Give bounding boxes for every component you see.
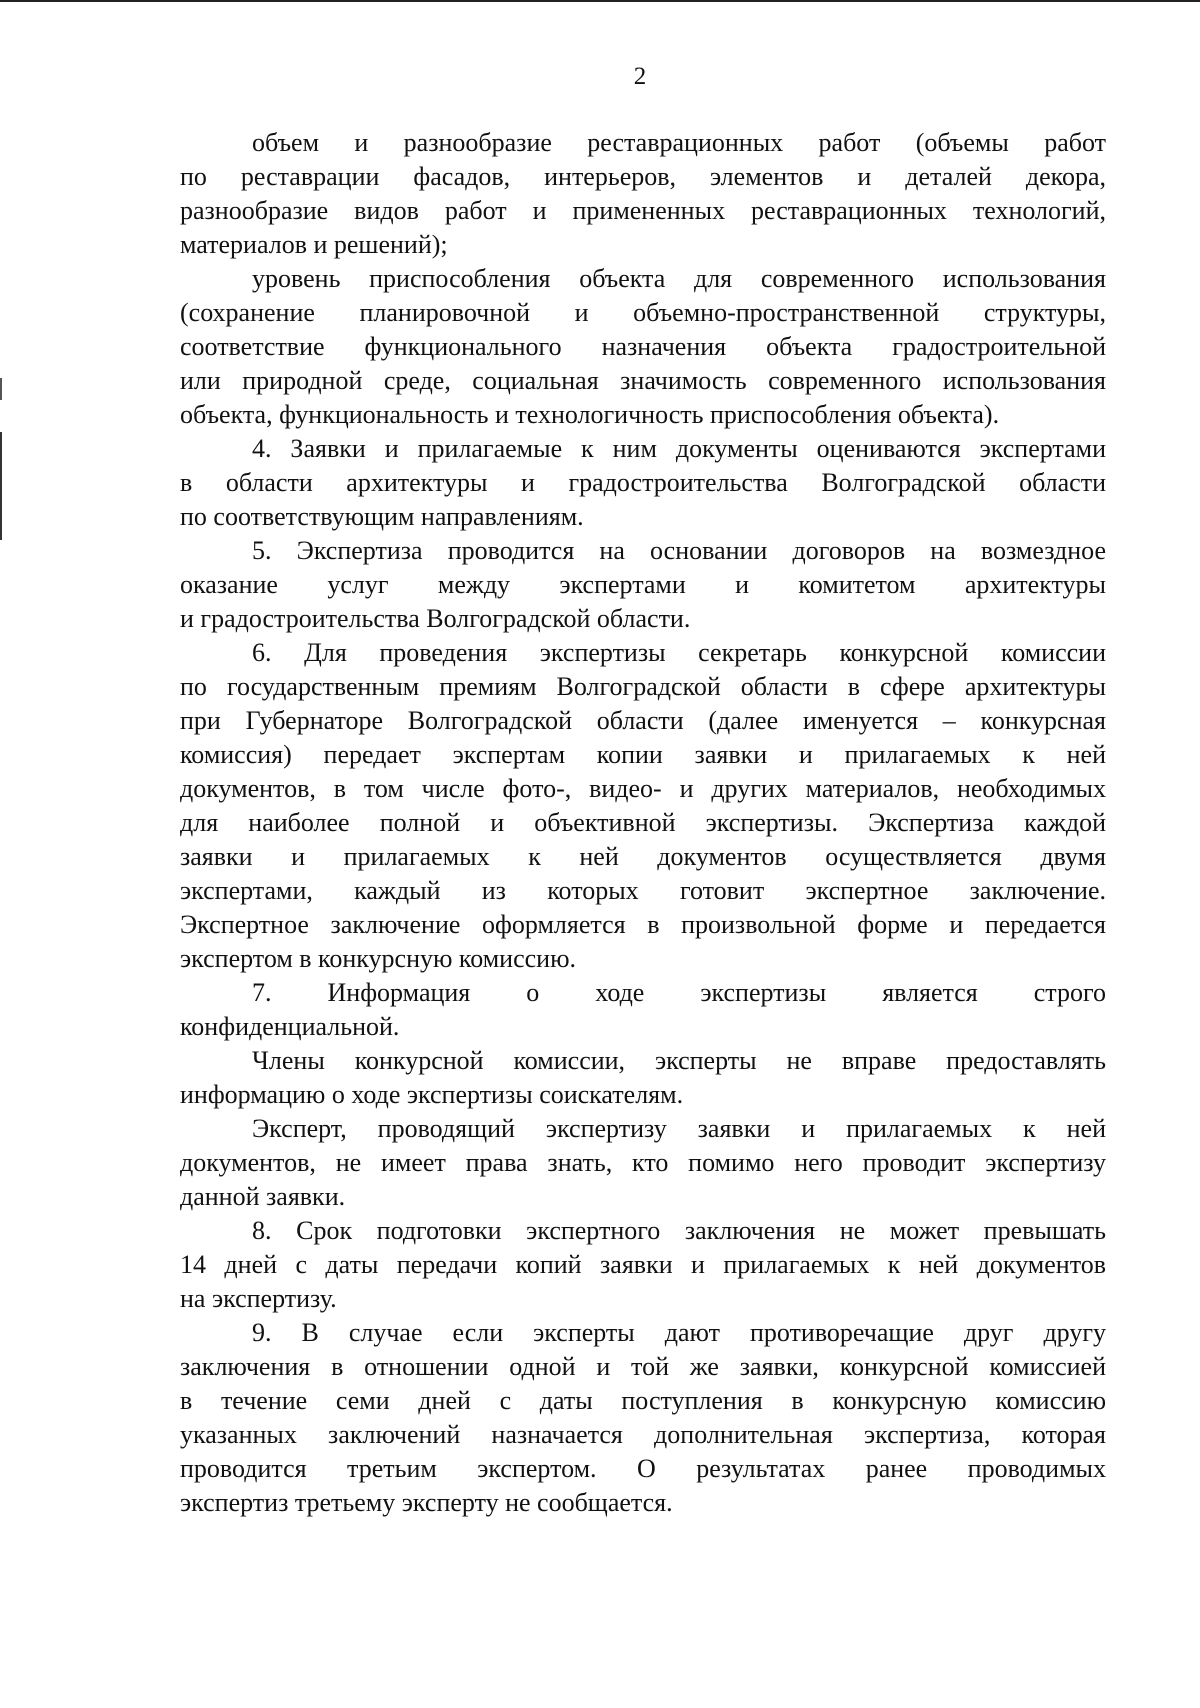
page-number: 2 xyxy=(633,63,647,90)
text-line: и градостроительства Волгоградской области. xyxy=(180,604,691,633)
text-line: разнообразие видов работ и примененных реставрационных технологий, xyxy=(180,196,1106,225)
text-line: по государственным премиям Волгоградской области в сфере архитектуры xyxy=(180,672,1106,701)
text-line: оказание услуг между экспертами и комитетом архитектуры xyxy=(180,570,1106,599)
text-line: 14 дней с даты передачи копий заявки и прилагаемых к ней документов xyxy=(180,1250,1106,1279)
scan-edge-mark xyxy=(0,432,2,540)
text-line: экспертами, каждый из которых готовит экспертное заключение. xyxy=(180,876,1106,905)
paragraph xyxy=(180,636,1106,976)
text-line: Экспертное заключение оформляется в произвольной форме и передается xyxy=(180,910,1106,939)
text-line: объекта, функциональность и технологичность приспособления объекта). xyxy=(180,400,1000,429)
paragraph xyxy=(180,976,1106,1044)
paragraph xyxy=(180,1214,1106,1316)
text-line: экспертиз третьему эксперту не сообщается. xyxy=(180,1488,673,1517)
text-line: конфиденциальной. xyxy=(180,1012,400,1041)
text-line: заключения в отношении одной и той же заявки, конкурсной комиссией xyxy=(180,1352,1106,1381)
text-line: в области архитектуры и градостроительства Волгоградской области xyxy=(180,468,1106,497)
paragraph xyxy=(180,534,1106,636)
paragraph xyxy=(180,126,1106,262)
text-line: 9. В случае если эксперты дают противоречащие друг другу xyxy=(252,1318,1106,1347)
text-line: объем и разнообразие реставрационных работ (объемы работ xyxy=(252,128,1106,157)
scan-edge-mark xyxy=(0,378,2,400)
text-line: экспертом в конкурсную комиссию. xyxy=(180,944,577,973)
text-line: 7. Информация о ходе экспертизы является строго xyxy=(252,978,1106,1007)
text-line: 5. Экспертиза проводится на основании договоров на возмездное xyxy=(252,536,1106,565)
text-line: материалов и решений); xyxy=(180,230,448,259)
text-line: по реставрации фасадов, интерьеров, элементов и деталей декора, xyxy=(180,162,1106,191)
scan-top-border xyxy=(0,0,1200,2)
text-line: 4. Заявки и прилагаемые к ним документы оцениваются экспертами xyxy=(252,434,1106,463)
text-line: комиссия) передает экспертам копии заявки и прилагаемых к ней xyxy=(180,740,1106,769)
text-line: Члены конкурсной комиссии, эксперты не вправе предоставлять xyxy=(252,1046,1106,1075)
text-line: документов, в том числе фото-, видео- и других материалов, необходимых xyxy=(180,774,1106,803)
paragraph xyxy=(180,1316,1106,1520)
text-line: указанных заключений назначается дополнительная экспертиза, которая xyxy=(180,1420,1106,1449)
text-line: уровень приспособления объекта для современного использования xyxy=(252,264,1106,293)
text-line: 6. Для проведения экспертизы секретарь конкурсной комиссии xyxy=(252,638,1106,667)
text-line: для наиболее полной и объективной экспертизы. Экспертиза каждой xyxy=(180,808,1106,837)
text-line: проводится третьим экспертом. О результатах ранее проводимых xyxy=(180,1454,1106,1483)
text-line: при Губернаторе Волгоградской области (далее именуется – конкурсная xyxy=(180,706,1106,735)
text-line: информацию о ходе экспертизы соискателям. xyxy=(180,1080,684,1109)
paragraph xyxy=(180,1112,1106,1214)
text-line: (сохранение планировочной и объемно-пространственной структуры, xyxy=(180,298,1106,327)
paragraph xyxy=(180,1044,1106,1112)
paragraph xyxy=(180,262,1106,432)
text-line: по соответствующим направлениям. xyxy=(180,502,584,531)
text-line: в течение семи дней с даты поступления в конкурсную комиссию xyxy=(180,1386,1106,1415)
text-line: Эксперт, проводящий экспертизу заявки и прилагаемых к ней xyxy=(252,1114,1106,1143)
text-line: данной заявки. xyxy=(180,1182,346,1211)
text-line: заявки и прилагаемых к ней документов осуществляется двумя xyxy=(180,842,1106,871)
text-line: соответствие функционального назначения объекта градостроительной xyxy=(180,332,1106,361)
paragraph xyxy=(180,432,1106,534)
text-line: на экспертизу. xyxy=(180,1284,337,1313)
text-line: или природной среде, социальная значимость современного использования xyxy=(180,366,1106,395)
text-line: документов, не имеет права знать, кто помимо него проводит экспертизу xyxy=(180,1148,1106,1177)
text-line: 8. Срок подготовки экспертного заключения не может превышать xyxy=(252,1216,1106,1245)
document-body xyxy=(180,126,1106,1520)
